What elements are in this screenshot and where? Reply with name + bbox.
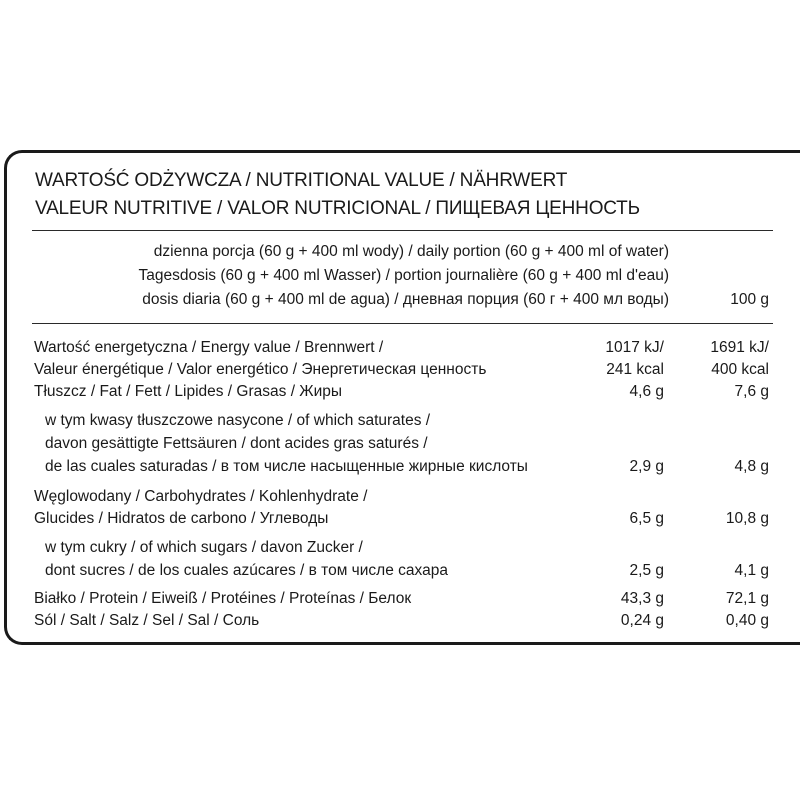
saturates-per100: 4,8 g: [734, 458, 769, 475]
protein-label: Białko / Protein / Eiweiß / Protéines / Proteínas / Белок: [34, 590, 412, 607]
sugars-label-line-2: dont sucres / de los cuales azúcares / в том числе сахара: [45, 562, 448, 579]
protein-per100: 72,1 g: [725, 590, 769, 607]
carbs-label-line-1: Węglowodany / Carbohydrates / Kohlenhydrate /: [34, 488, 368, 505]
carbs-per100: 10,8 g: [725, 510, 769, 527]
energy-per100-kj: 1691 kJ/: [710, 339, 769, 356]
salt-label: Sól / Salt / Salz / Sel / Sal / Соль: [34, 612, 260, 629]
serving-line-2: Tagesdosis (60 g + 400 ml Wasser) / portion journalière (60 g + 400 ml d'eau): [138, 267, 669, 284]
protein-portion: 43,3 g: [620, 590, 664, 607]
saturates-label-line-1: w tym kwasy tłuszczowe nasycone / of which saturates /: [45, 412, 431, 429]
energy-label-line-1: Wartość energetyczna / Energy value / Brennwert /: [34, 339, 384, 356]
saturates-label-line-3: de las cuales saturadas / в том числе насыщенные жирные кислоты: [45, 458, 528, 475]
fat-portion: 4,6 g: [629, 383, 664, 400]
carbs-label-line-2: Glucides / Hidratos de carbono / Углеводы: [34, 510, 329, 527]
heading-line-1: WARTOŚĆ ODŻYWCZA / NUTRITIONAL VALUE / NÄHRWERT: [35, 170, 568, 191]
sugars-per100: 4,1 g: [734, 562, 769, 579]
salt-portion: 0,24 g: [620, 612, 664, 629]
saturates-label-line-2: davon gesättigte Fettsäuren / dont acides gras saturés /: [45, 435, 428, 452]
fat-label: Tłuszcz / Fat / Fett / Lipides / Grasas / Жиры: [34, 383, 343, 400]
carbs-portion: 6,5 g: [629, 510, 664, 527]
energy-portion-kcal: 241 kcal: [606, 361, 664, 378]
fat-per100: 7,6 g: [734, 383, 769, 400]
heading-line-2: VALEUR NUTRITIVE / VALOR NUTRICIONAL / ПИЩЕВАЯ ЦЕННОСТЬ: [35, 198, 640, 219]
divider: [32, 230, 773, 231]
per-100g-header: 100 g: [730, 291, 769, 308]
energy-label-line-2: Valeur énergétique / Valor energético / Энергетическая ценность: [34, 361, 487, 378]
serving-line-1: dzienna porcja (60 g + 400 ml wody) / daily portion (60 g + 400 ml of water): [153, 243, 669, 260]
sugars-portion: 2,5 g: [629, 562, 664, 579]
sugars-label-line-1: w tym cukry / of which sugars / davon Zucker /: [45, 539, 363, 556]
saturates-portion: 2,9 g: [629, 458, 664, 475]
divider: [32, 323, 773, 324]
energy-portion-kj: 1017 kJ/: [605, 339, 664, 356]
serving-line-3: dosis diaria (60 g + 400 ml de agua) / дневная порция (60 г + 400 мл воды): [142, 291, 669, 308]
energy-per100-kcal: 400 kcal: [711, 361, 769, 378]
salt-per100: 0,40 g: [725, 612, 769, 629]
